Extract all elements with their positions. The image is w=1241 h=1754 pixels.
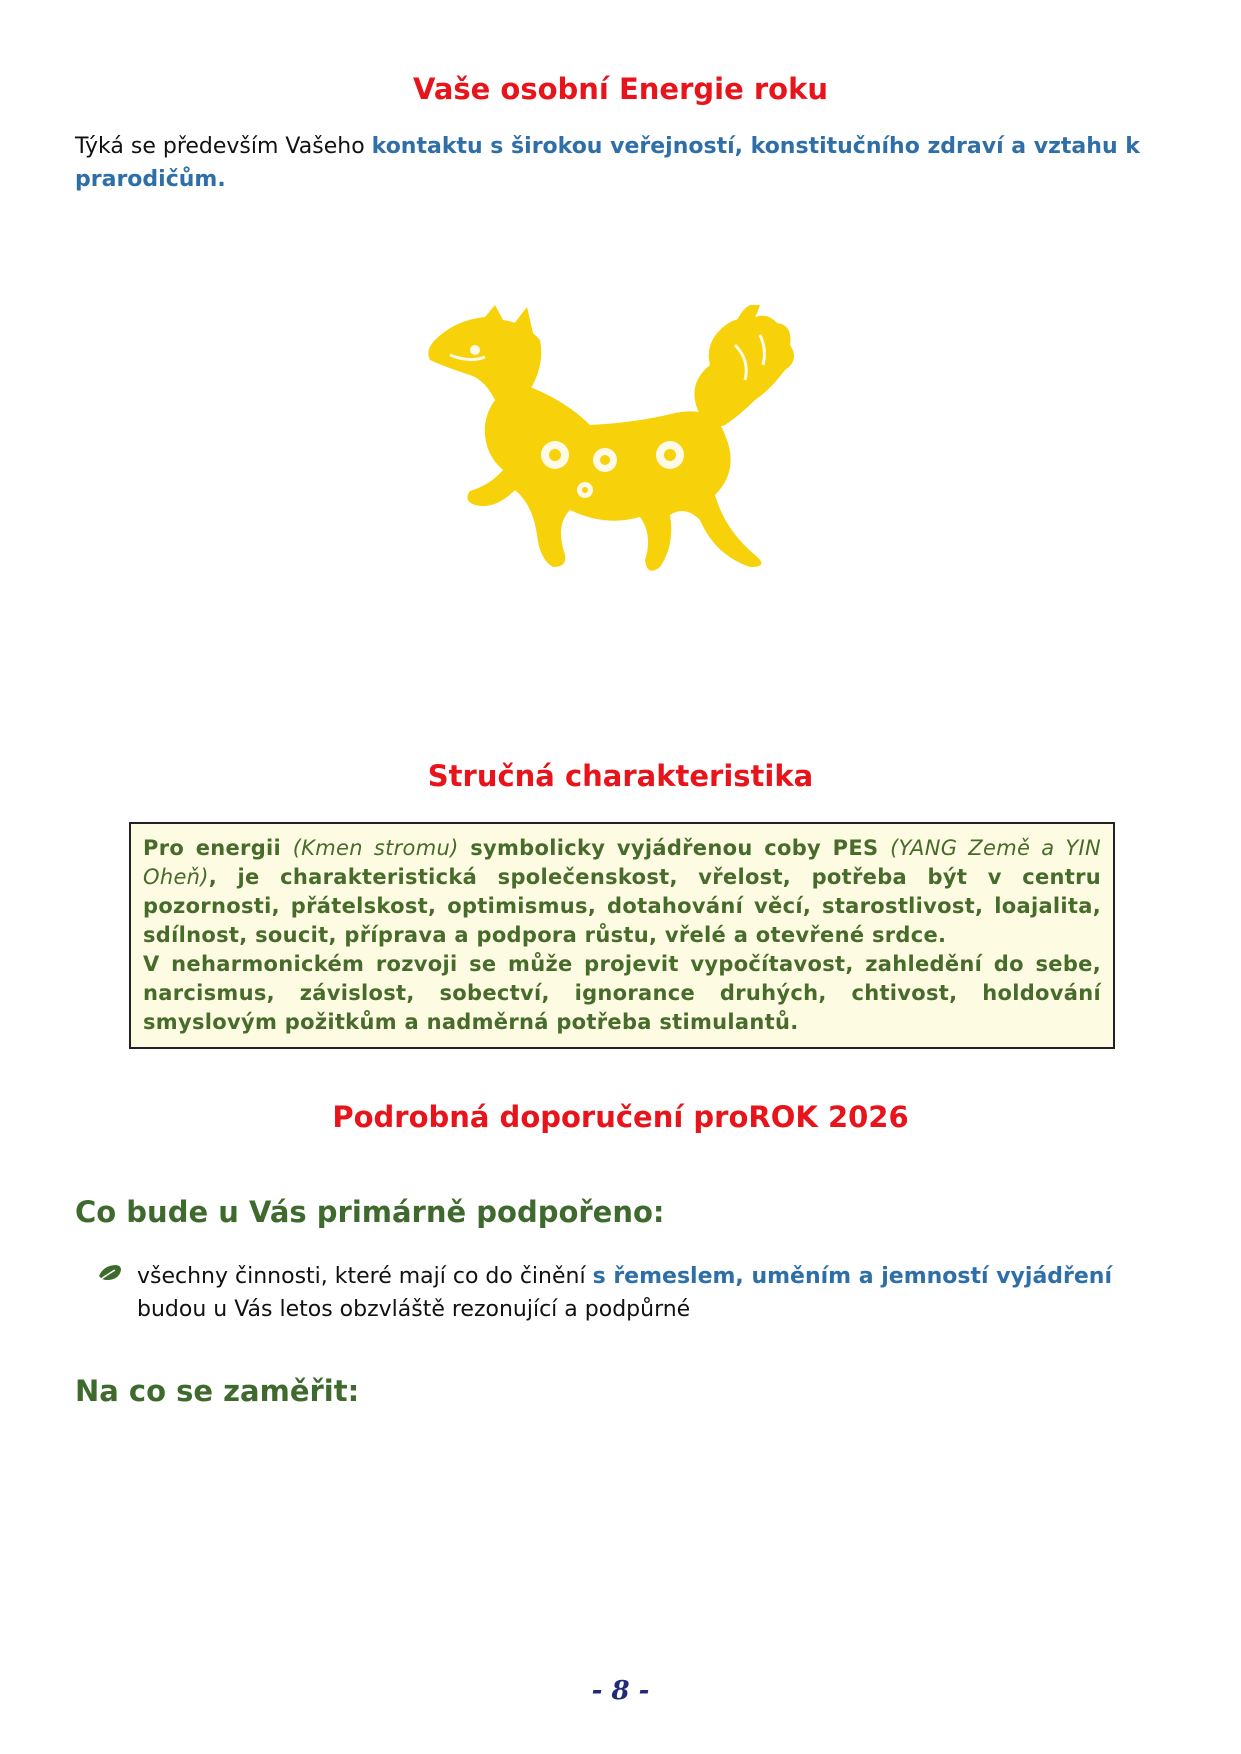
heading-energy: Vaše osobní Energie roku [412, 72, 829, 106]
page-number: - 8 - [591, 1676, 650, 1706]
yellow-dog-illustration [415, 305, 835, 635]
summary-paragraph-2: V neharmonickém rozvoji se může projevit vypočítavost, zahledění do sebe, narcismus, závislost, sobectví, ignorance druhých, chtivost, holdování smyslovým požitkům a nadměrná potřeba stimulantů. [143, 952, 1101, 1034]
intro-prefix: Týká se především Vašeho [75, 134, 372, 159]
summary-text-e: , je charakteristická společenskost, vřelost, potřeba být v centru pozornosti, přátelskost, optimismus, dotahování věcí, starostlivost, loajalita, sdílnost, soucit, příprava a podpora růstu, vřelé a otevřené srdce. [143, 865, 1101, 947]
summary-box [129, 822, 1115, 1049]
heading-recommendations: Podrobná doporučení proROK 2026 [332, 1100, 909, 1134]
intro-highlight: kontaktu s širokou veřejností, konstitučního zdraví a vztahu k prarodičům. [75, 134, 1140, 192]
bullet-text [137, 1260, 1177, 1326]
summary-text-a: Pro energii [143, 836, 293, 860]
summary-text-c: symbolicky vyjádřenou coby PES [458, 836, 891, 860]
summary-paragraph-1 [143, 834, 1101, 950]
bullet-text-highlight: s řemeslem, uměním a jemností vyjádření [592, 1264, 1113, 1289]
summary-text-d: (YANG Země a YIN Oheň) [143, 836, 1101, 889]
summary-text-b: (Kmen stromu) [292, 836, 459, 860]
heading-summary: Stručná charakteristika [427, 759, 814, 793]
heading-focus: Na co se zaměřit: [75, 1374, 360, 1408]
leaf-bullet-icon [97, 1262, 123, 1284]
intro-paragraph [75, 130, 1155, 196]
heading-supported: Co bude u Vás primárně podpořeno: [75, 1195, 665, 1229]
bullet-text-a: všechny činnosti, které mají co do činění [137, 1264, 593, 1289]
bullet-text-c: budou u Vás letos obzvláště rezonující a podpůrné [137, 1297, 691, 1322]
